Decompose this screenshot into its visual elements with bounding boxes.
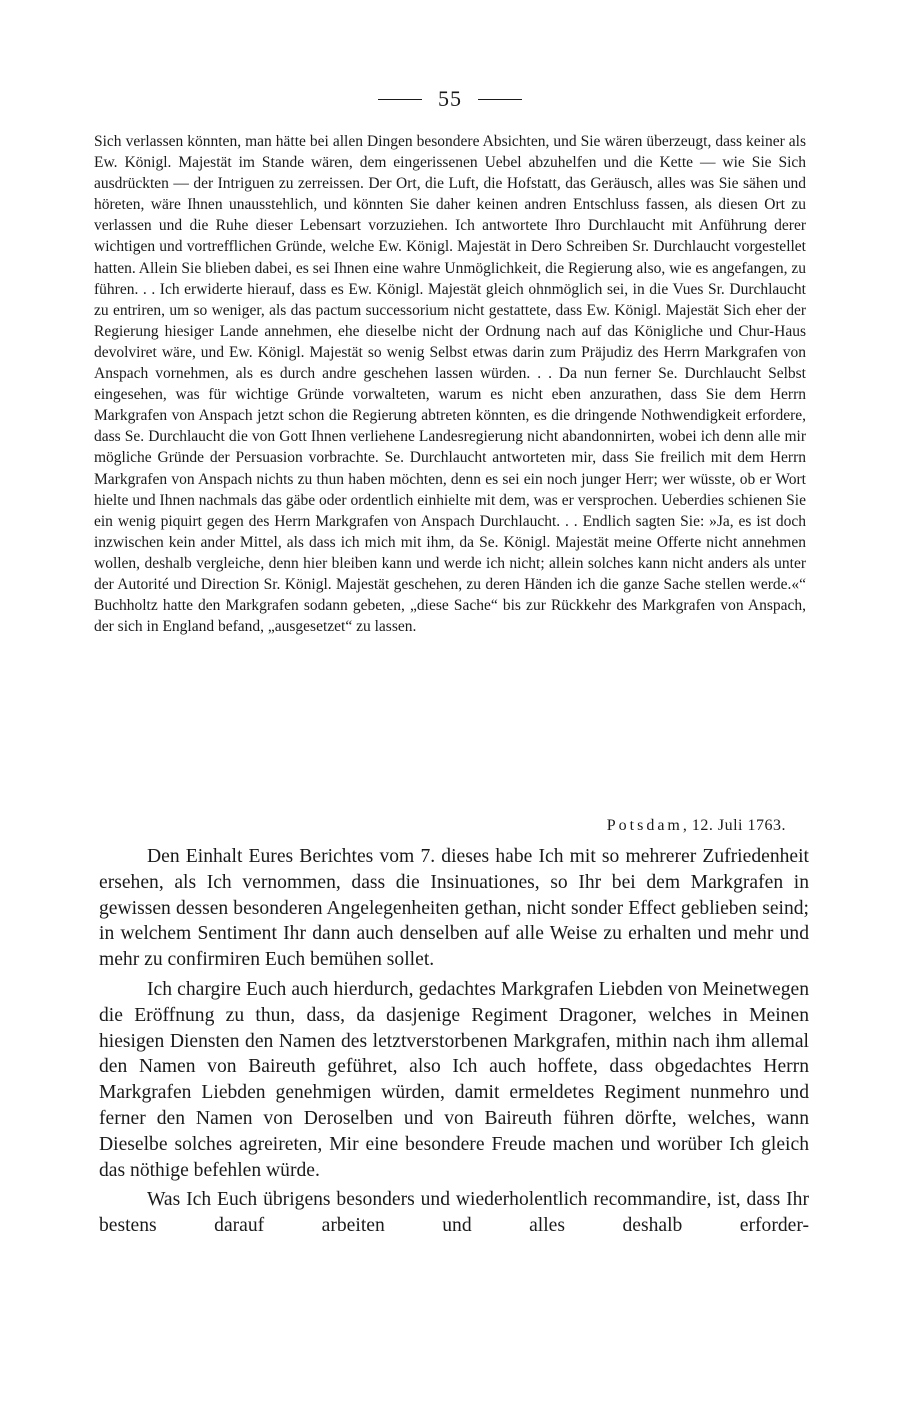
page-header xyxy=(0,84,900,114)
dateline-place: Potsdam xyxy=(606,817,683,834)
letter-paragraph-2: Ich chargire Euch auch hierdurch, gedachtes Markgrafen Liebden von Meinetwegen die Eröffnung zu thun, dass, da dasjenige Regiment Dragoner, welches in Meinen hiesigen Diensten den Namen des letztverstorbenen Markgrafen, mithin nach ihm allemal den Namen von Baireuth geführet, also Ich auch hoffete, dass obgedachtes Herrn Markgrafen Liebden genehmigen würden, damit ermeldetes Regiment nunmehro und ferner den Namen von Deroselben und von Baireuth führen dörfte, welches, wann Dieselbe solches agreireten, Mir eine besondere Freude machen und worüber Ich gleich das nöthige befehlen würde. xyxy=(99,978,809,1181)
dateline xyxy=(0,817,786,835)
dateline-date: , 12. Juli 1763. xyxy=(682,817,786,834)
report-excerpt xyxy=(94,131,806,637)
header-dash-right xyxy=(478,99,522,100)
letter-paragraph-3: Was Ich Euch übrigens besonders und wiederholentlich recommandire, ist, dass Ihr bestens darauf arbeiten und alles deshalb erforder- xyxy=(99,1189,809,1237)
letter-paragraph-1: Den Einhalt Eures Berichtes vom 7. dieses habe Ich mit so mehrerer Zufriedenheit ersehen, als Ich vernommen, dass die Insinuationes, so Ihr bei dem Markgrafen in gewissen dessen besonderen Angelegenheiten gethan, nicht sonder Effect geblieben seind; in welchem Sentiment Ihr dann auch denselben auf alle Weise zu erhalten und mehr und mehr zu confirmiren Euch bemühen sollet. xyxy=(99,846,809,971)
report-paragraph: Sich verlassen könnten, man hätte bei allen Dingen besondere Absichten, und Sie wären überzeugt, dass keiner als Ew. Königl. Majestät im Stande wären, dem eingerissenen Uebel abzuhelfen und die Kette — wie Sie Sich ausdrückten — der Intriguen zu zerreissen. Der Ort, die Luft, die Hofstatt, das Geräusch, alles was Sie sähen und höreten, wäre Ihnen unausstehlich, und könnten Sie daher keinen andren Entschluss fassen, als diesen Ort zu verlassen und die Ruhe dieser Lebensart vorzuziehen. Ich antwortete Ihro Durchlaucht mit Anführung derer wichtigen und vortrefflichen Gründe, welche Ew. Königl. Majestät in Dero Schreiben Sr. Durchlaucht vorgestellet hatten. Allein Sie blieben dabei, es sei Ihnen eine wahre Unmöglichkeit, die Regierung also, wie es angefangen, zu führen. . . Ich erwiderte hierauf, dass es Ew. Königl. Majestät gleich ohnmöglich sei, in die Vues Sr. Durchlaucht zu entriren, um so weniger, als das pactum successorium nicht gestattete, dass Ew. Königl. Majestät Sich eher der Regierung hiesiger Lande annehmen, ehe dieselbe nicht der Ordnung nach auf das Königliche und Chur-Haus devolviret wäre, und Ew. Königl. Majestät so wenig Selbst etwas darin zum Präjudiz des Herrn Markgrafen von Anspach vornehmen, als es durch andre geschehen lassen würden. . . Da nun ferner Se. Durchlaucht Selbst eingesehen, was für wichtige Gründe vorwalteten, warum es nicht eben anzurathen, dass Sie dem Herrn Markgrafen von Anspach jetzt schon die Regierung abtreten könnten, es die dringende Nothwendigkeit erfordere, dass Se. Durchlaucht die von Gott Ihnen verliehene Landesregierung nicht abandonnirten, wobei ich denn alle mir mögliche Gründe der Persuasion vorbrachte. Se. Durchlaucht antworteten mir, dass Sie freilich mit dem Herrn Markgrafen von Anspach nichts zu thun haben möchten, denn es sei ein noch junger Herr; wer wüsste, ob er Wort hielte und Ihnen nachmals das gäbe oder ordentlich einhielte mit dem, was er versprochen. Ueberdies schienen Sie ein wenig piquirt gegen des Herrn Markgrafen von Anspach Durchlaucht. . . Endlich sagten Sie: »Ja, es ist doch inzwischen kein ander Mittel, als dass ich mich mit ihm, da Se. Königl. Majestät meine Offerte nicht annehmen wollen, deshalb vergleiche, denn hier bleiben kann und werde ich nicht; allein solches kann nicht anders als unter der Autorité und Direction Sr. Königl. Majestät geschehen, zu deren Händen ich die ganze Sache stellen werde.«“ Buchholtz hatte den Markgrafen sodann gebeten, „diese Sache“ bis zur Rückkehr des Markgrafen von Anspach, der sich in England befand, „ausgesetzet“ zu lassen. xyxy=(94,133,806,636)
letter-body xyxy=(99,844,809,1239)
header-dash-left xyxy=(378,99,422,100)
page-number: 55 xyxy=(438,86,462,111)
